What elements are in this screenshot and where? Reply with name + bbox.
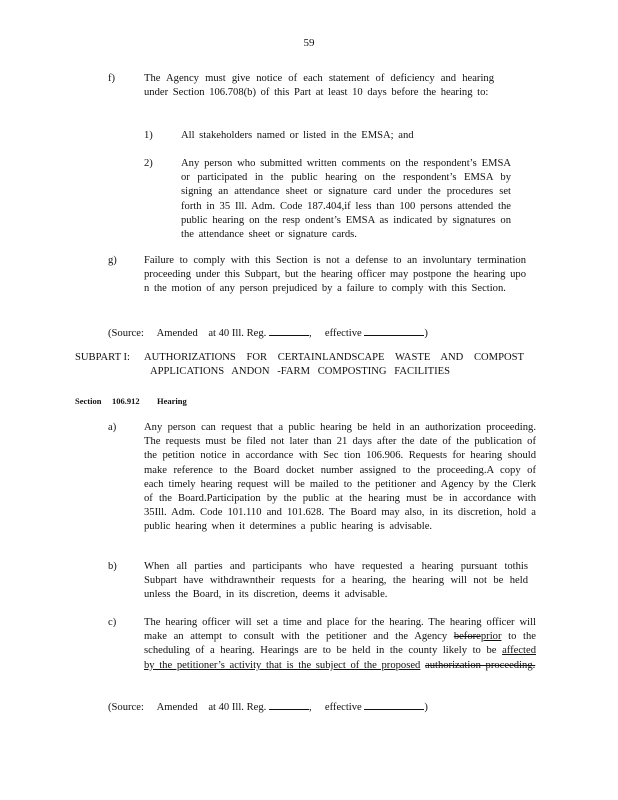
source-comma: , [308,702,312,713]
source-effective: effective [324,702,362,713]
source-reg: at 40 Ill. Reg. [208,328,267,339]
c-inserted-prior: prior [480,631,502,643]
item-a-text: Any person can request that a public hearing be held in an authorization proceeding. The requests must be filed not later than 21 days after the date of the publication of the petition notice in accordance with Sec tion 106.906. Requests for hearing should make reference to the Board docket number assigned to the proceeding.A copy of each timely hearing request will be mailed to the petitioner and Agency by the Clerk of the Board.Participation by the public at the hearing must be in accordance with 35Ill. Adm. Code 101.110 and 101.628. The Board may also, in its discretion, hold a public hearing when it determines a public hearing is advisable. [144,422,536,533]
item-g-text: Failure to comply with this Section is not a defense to an involuntary termination proceeding under this Subpart, but the hearing officer may postpone the hearing upo n the motion of any person prejudiced by a failure to comply with this Section. [144,255,526,295]
c-struck-before: before [453,631,481,643]
item-f2-text: Any person who submitted written comments on the respondent’s EMSA or participated in the public hearing on the respondent’s EMSA by signing an attendance sheet or signature card under the procedures set forth in 35 Ill. Adm. Code 187.404,if less than 100 persons attended the public hearing on the resp ondent’s EMSA as indicated by signatures on the attendance sheet or signature cards. [181,158,511,241]
subpart-title-line2: APPLICATIONS ANDON -FARM COMPOSTING FACILITIES [150,366,450,377]
source-reg: at 40 Ill. Reg. [208,702,267,713]
source-effective: effective [324,328,362,339]
item-b-label: b) [108,561,117,572]
source-close: ) [424,702,428,713]
section-number: 106.912 [112,396,140,406]
item-g-label: g) [108,255,117,266]
source-prefix: (Source: [108,702,144,713]
source-amended: Amended [156,328,198,339]
source-prefix: (Source: [108,328,144,339]
source-note-2 [108,699,528,715]
page-number: 59 [303,37,315,49]
c-text-mid: to the scheduling of a hearing. Hearings are to be held in the county likely to be [144,631,536,657]
subpart-label: SUBPART I: [75,352,131,363]
item-f1-label: 1) [144,130,153,141]
section-title: Hearing [157,396,187,406]
c-struck-end: authorization proceeding. [425,659,536,671]
item-b-text: When all parties and participants who have requested a hearing pursuant tothis Subpart have withdrawntheir requests for a hearing, the hearing will not be held unless the Board, in its discretion, deems it advisable. [144,561,528,601]
source-amended: Amended [156,702,198,713]
reg-blank [269,325,309,336]
source-comma: , [308,328,312,339]
reg-blank [269,699,309,710]
item-f-text: The Agency must give notice of each statement of deficiency and hearing under Section 106.708(b) of this Part at least 10 days before the hearing to: [144,73,494,99]
section-label: Section [75,396,102,406]
effective-blank [364,325,424,336]
source-note-1 [108,325,528,341]
c-text-main: The hearing officer will set a time and place for the hearing. The hearing officer will make an attempt to consult with the petitioner and the Agency [144,617,536,643]
item-f1-text: All stakeholders named or listed in the EMSA; and [181,130,414,141]
c-inserted-text: affected by the petitioner’s activity that is the subject of the proposed [144,645,536,671]
item-a-label: a) [108,422,117,433]
item-c-label: c) [108,617,117,628]
item-f-label: f) [108,73,116,84]
item-c-text [144,616,536,673]
item-f2-label: 2) [144,158,153,169]
effective-blank [364,699,424,710]
source-close: ) [424,328,428,339]
subpart-title-line1: AUTHORIZATIONS FOR CERTAINLANDSCAPE WASTE AND COMPOST [144,352,524,363]
